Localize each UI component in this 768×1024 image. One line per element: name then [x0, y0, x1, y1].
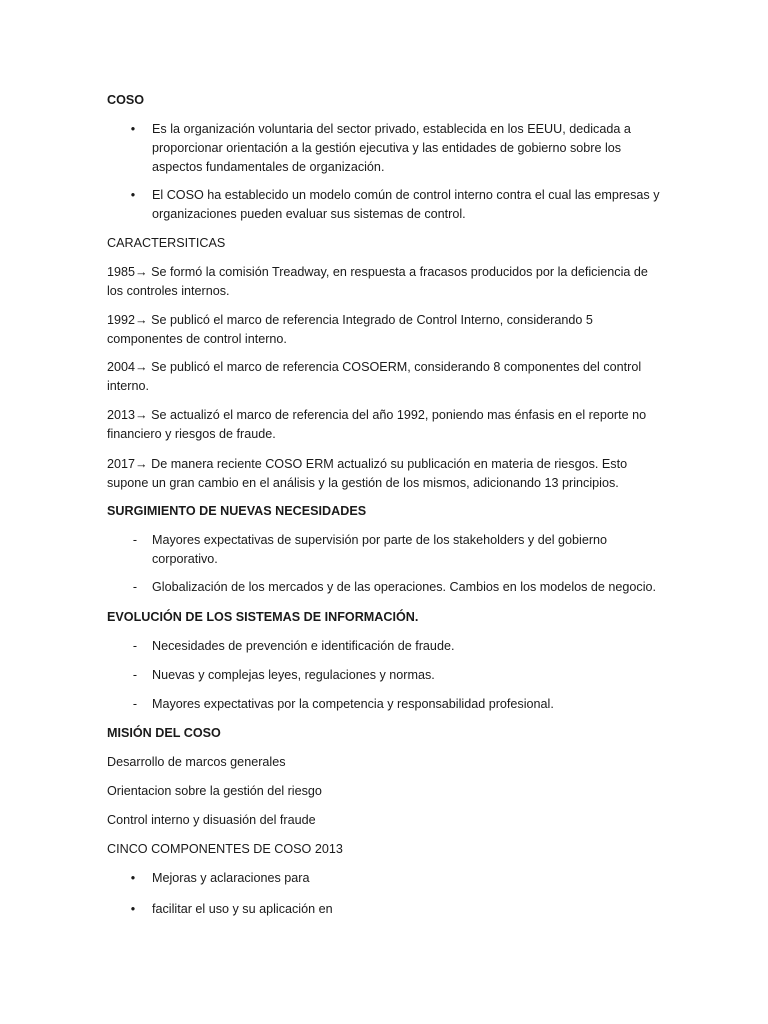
- evolucion-item-2: Nuevas y complejas leyes, regulaciones y normas.: [152, 668, 435, 682]
- evolucion-item-3: Mayores expectativas por la competencia y responsabilidad profesional.: [152, 697, 554, 711]
- cinco-bullet-1: Mejoras y aclaraciones para: [152, 871, 310, 885]
- heading-caracteristicas: CARACTERSITICAS: [107, 236, 226, 250]
- mision-line-1: Desarrollo de marcos generales: [107, 755, 286, 769]
- bullet-marker: •: [130, 902, 136, 916]
- dash-marker: -: [132, 533, 138, 547]
- heading-evolucion: EVOLUCIÓN DE LOS SISTEMAS DE INFORMACIÓN.: [107, 610, 419, 624]
- dash-marker: -: [132, 580, 138, 594]
- bullet-marker: •: [130, 188, 136, 202]
- timeline-2017: 2017→ De manera reciente COSO ERM actualizó su publicación en materia de riesgos. Esto supone un gran cambio en el análisis y la gestión de los mismos, adicionando 13 principios.: [107, 457, 628, 490]
- heading-cinco-componentes: CINCO COMPONENTES DE COSO 2013: [107, 842, 343, 856]
- evolucion-item-1: Necesidades de prevención e identificación de fraude.: [152, 639, 455, 653]
- heading-mision: MISIÓN DEL COSO: [107, 726, 221, 740]
- timeline-1992: 1992→ Se publicó el marco de referencia Integrado de Control Interno, considerando 5 componentes de control interno.: [107, 313, 593, 346]
- surgimiento-item-1: Mayores expectativas de supervisión por parte de los stakeholders y del gobierno corporativo.: [152, 533, 608, 566]
- bullet-marker: •: [130, 871, 136, 885]
- heading-surgimiento: SURGIMIENTO DE NUEVAS NECESIDADES: [107, 504, 367, 518]
- dash-marker: -: [132, 639, 138, 653]
- intro-bullet-1: Es la organización voluntaria del sector privado, establecida en los EEUU, dedicada a proporcionar orientación a la gestión ejecutiva y las entidades de gobierno sobre los aspectos fundamentales de organización.: [152, 122, 631, 174]
- mision-line-3: Control interno y disuasión del fraude: [107, 813, 316, 827]
- intro-bullet-2: El COSO ha establecido un modelo común de control interno contra el cual las empresas y organizaciones pueden evaluar sus sistemas de control.: [152, 188, 660, 221]
- timeline-2013: 2013→ Se actualizó el marco de referencia del año 1992, poniendo mas énfasis en el reporte no financiero y riesgos de fraude.: [107, 408, 647, 441]
- bullet-marker: •: [130, 122, 136, 136]
- surgimiento-item-2: Globalización de los mercados y de las operaciones. Cambios en los modelos de negocio.: [152, 580, 657, 594]
- heading-coso: COSO: [107, 93, 145, 107]
- mision-line-2: Orientacion sobre la gestión del riesgo: [107, 784, 322, 798]
- dash-marker: -: [132, 668, 138, 682]
- cinco-bullet-2: facilitar el uso y su aplicación en: [152, 902, 333, 916]
- timeline-1985: 1985→ Se formó la comisión Treadway, en respuesta a fracasos producidos por la deficiencia de los controles internos.: [107, 265, 648, 298]
- dash-marker: -: [132, 697, 138, 711]
- timeline-2004: 2004→ Se publicó el marco de referencia COSOERM, considerando 8 componentes del control interno.: [107, 360, 642, 393]
